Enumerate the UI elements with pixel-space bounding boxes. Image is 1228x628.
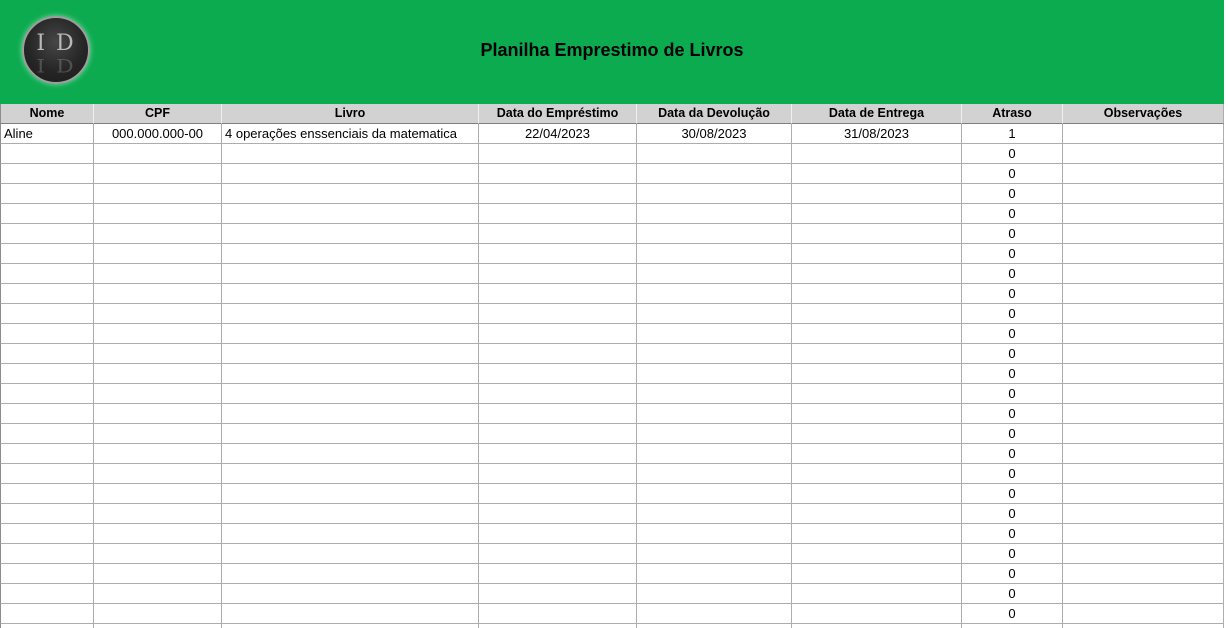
cell-cpf[interactable] bbox=[94, 284, 222, 304]
cell-data_entrega[interactable] bbox=[792, 224, 962, 244]
column-header-data_emprestimo[interactable]: Data do Empréstimo bbox=[479, 104, 637, 124]
cell-cpf[interactable] bbox=[94, 584, 222, 604]
cell-data_entrega[interactable] bbox=[792, 264, 962, 284]
cell-data_entrega[interactable] bbox=[792, 304, 962, 324]
cell-cpf[interactable] bbox=[94, 464, 222, 484]
cell-data_emprestimo[interactable] bbox=[479, 224, 637, 244]
cell-data_emprestimo[interactable] bbox=[479, 544, 637, 564]
cell-atraso[interactable]: 0 bbox=[962, 284, 1063, 304]
cell-atraso[interactable]: 0 bbox=[962, 164, 1063, 184]
cell-livro[interactable] bbox=[222, 564, 479, 584]
cell-data_devolucao[interactable] bbox=[637, 264, 792, 284]
cell-data_entrega[interactable] bbox=[792, 564, 962, 584]
cell-data_entrega[interactable] bbox=[792, 404, 962, 424]
cell-cpf[interactable] bbox=[94, 504, 222, 524]
cell-nome[interactable] bbox=[0, 304, 94, 324]
cell-data_devolucao[interactable] bbox=[637, 144, 792, 164]
cell-cpf[interactable] bbox=[94, 344, 222, 364]
table-row bbox=[0, 504, 1224, 524]
cell-stub bbox=[637, 624, 792, 628]
cell-cpf[interactable] bbox=[94, 384, 222, 404]
cell-atraso[interactable]: 0 bbox=[962, 564, 1063, 584]
cell-atraso[interactable]: 0 bbox=[962, 604, 1063, 624]
cell-observacoes[interactable] bbox=[1063, 304, 1224, 324]
cell-livro[interactable] bbox=[222, 604, 479, 624]
table-row bbox=[0, 264, 1224, 284]
cell-nome[interactable] bbox=[0, 204, 94, 224]
table-row bbox=[0, 124, 1224, 144]
cell-observacoes[interactable] bbox=[1063, 284, 1224, 304]
cell-observacoes[interactable] bbox=[1063, 184, 1224, 204]
column-header-atraso[interactable]: Atraso bbox=[962, 104, 1063, 124]
cell-data_entrega[interactable] bbox=[792, 184, 962, 204]
cell-nome[interactable] bbox=[0, 524, 94, 544]
cell-nome[interactable] bbox=[0, 484, 94, 504]
cell-atraso[interactable]: 0 bbox=[962, 324, 1063, 344]
cell-data_emprestimo[interactable] bbox=[479, 424, 637, 444]
column-header-observacoes[interactable]: Observações bbox=[1063, 104, 1224, 124]
cell-observacoes[interactable] bbox=[1063, 244, 1224, 264]
cell-data_emprestimo[interactable] bbox=[479, 384, 637, 404]
cell-data_devolucao[interactable] bbox=[637, 424, 792, 444]
table-row bbox=[0, 524, 1224, 544]
cell-observacoes[interactable] bbox=[1063, 324, 1224, 344]
cell-data_entrega[interactable] bbox=[792, 324, 962, 344]
cell-stub bbox=[792, 624, 962, 628]
logo-reflection: I D bbox=[36, 53, 76, 76]
cell-nome[interactable] bbox=[0, 364, 94, 384]
cell-livro[interactable] bbox=[222, 184, 479, 204]
cell-atraso[interactable]: 0 bbox=[962, 364, 1063, 384]
cell-data_entrega[interactable] bbox=[792, 204, 962, 224]
cell-observacoes[interactable] bbox=[1063, 384, 1224, 404]
column-header-data_devolucao[interactable]: Data da Devolução bbox=[637, 104, 792, 124]
cell-cpf[interactable] bbox=[94, 184, 222, 204]
cell-nome[interactable] bbox=[0, 244, 94, 264]
logo-text: I D bbox=[36, 31, 76, 56]
cell-atraso[interactable]: 0 bbox=[962, 204, 1063, 224]
cell-nome[interactable] bbox=[0, 404, 94, 424]
table-row bbox=[0, 304, 1224, 324]
cell-data_devolucao[interactable] bbox=[637, 504, 792, 524]
cell-atraso[interactable]: 0 bbox=[962, 544, 1063, 564]
cell-atraso[interactable]: 0 bbox=[962, 444, 1063, 464]
cell-cpf[interactable] bbox=[94, 264, 222, 284]
table-row bbox=[0, 344, 1224, 364]
table-row bbox=[0, 364, 1224, 384]
cell-data_emprestimo[interactable] bbox=[479, 324, 637, 344]
table-row bbox=[0, 324, 1224, 344]
cell-nome[interactable] bbox=[0, 444, 94, 464]
cell-data_devolucao[interactable] bbox=[637, 224, 792, 244]
cell-livro[interactable] bbox=[222, 464, 479, 484]
cell-atraso[interactable]: 0 bbox=[962, 344, 1063, 364]
cell-observacoes[interactable] bbox=[1063, 124, 1224, 144]
cell-livro[interactable] bbox=[222, 484, 479, 504]
cell-nome[interactable] bbox=[0, 504, 94, 524]
cell-nome[interactable] bbox=[0, 144, 94, 164]
cell-data_emprestimo[interactable] bbox=[479, 584, 637, 604]
cell-nome[interactable] bbox=[0, 224, 94, 244]
table-row bbox=[0, 284, 1224, 304]
cell-data_emprestimo[interactable] bbox=[479, 304, 637, 324]
cell-nome[interactable] bbox=[0, 424, 94, 444]
cell-data_entrega[interactable] bbox=[792, 464, 962, 484]
cell-data_entrega[interactable] bbox=[792, 344, 962, 364]
cell-observacoes[interactable] bbox=[1063, 464, 1224, 484]
cell-data_emprestimo[interactable] bbox=[479, 284, 637, 304]
cell-observacoes[interactable] bbox=[1063, 564, 1224, 584]
cell-data_entrega[interactable] bbox=[792, 544, 962, 564]
partial-bottom-row bbox=[0, 624, 1224, 628]
cell-livro[interactable] bbox=[222, 584, 479, 604]
cell-observacoes[interactable] bbox=[1063, 404, 1224, 424]
cell-observacoes[interactable] bbox=[1063, 144, 1224, 164]
cell-data_emprestimo[interactable] bbox=[479, 144, 637, 164]
cell-data_emprestimo[interactable] bbox=[479, 344, 637, 364]
table-header-row bbox=[0, 104, 1224, 124]
cell-data_devolucao[interactable] bbox=[637, 564, 792, 584]
cell-observacoes[interactable] bbox=[1063, 424, 1224, 444]
table-row bbox=[0, 404, 1224, 424]
cell-cpf[interactable] bbox=[94, 304, 222, 324]
cell-data_devolucao[interactable] bbox=[637, 524, 792, 544]
cell-atraso[interactable]: 0 bbox=[962, 184, 1063, 204]
cell-data_devolucao[interactable] bbox=[637, 584, 792, 604]
cell-data_devolucao[interactable] bbox=[637, 404, 792, 424]
cell-data_emprestimo[interactable] bbox=[479, 604, 637, 624]
cell-data_entrega[interactable] bbox=[792, 164, 962, 184]
cell-observacoes[interactable] bbox=[1063, 264, 1224, 284]
cell-stub bbox=[479, 624, 637, 628]
cell-data_devolucao[interactable] bbox=[637, 464, 792, 484]
cell-nome[interactable] bbox=[0, 164, 94, 184]
cell-data_devolucao[interactable] bbox=[637, 284, 792, 304]
cell-data_entrega[interactable] bbox=[792, 384, 962, 404]
cell-stub bbox=[222, 624, 479, 628]
cell-data_emprestimo[interactable] bbox=[479, 364, 637, 384]
cell-data_emprestimo[interactable] bbox=[479, 244, 637, 264]
cell-livro[interactable] bbox=[222, 204, 479, 224]
column-header-data_entrega[interactable]: Data de Entrega bbox=[792, 104, 962, 124]
cell-atraso[interactable]: 0 bbox=[962, 144, 1063, 164]
cell-livro[interactable]: 4 operações enssenciais da matematica bbox=[222, 124, 479, 144]
cell-data_emprestimo[interactable]: 22/04/2023 bbox=[479, 124, 637, 144]
cell-nome[interactable] bbox=[0, 284, 94, 304]
cell-observacoes[interactable] bbox=[1063, 164, 1224, 184]
cell-stub bbox=[0, 624, 94, 628]
cell-atraso[interactable]: 0 bbox=[962, 404, 1063, 424]
cell-data_emprestimo[interactable] bbox=[479, 404, 637, 424]
cell-atraso[interactable]: 0 bbox=[962, 484, 1063, 504]
cell-cpf[interactable] bbox=[94, 224, 222, 244]
table-row bbox=[0, 464, 1224, 484]
cell-observacoes[interactable] bbox=[1063, 504, 1224, 524]
cell-data_entrega[interactable] bbox=[792, 504, 962, 524]
table-row bbox=[0, 424, 1224, 444]
cell-data_devolucao[interactable] bbox=[637, 304, 792, 324]
cell-data_emprestimo[interactable] bbox=[479, 204, 637, 224]
table-row bbox=[0, 244, 1224, 264]
cell-observacoes[interactable] bbox=[1063, 364, 1224, 384]
table-row bbox=[0, 384, 1224, 404]
banner bbox=[0, 0, 1224, 104]
cell-cpf[interactable] bbox=[94, 404, 222, 424]
cell-observacoes[interactable] bbox=[1063, 204, 1224, 224]
cell-data_devolucao[interactable] bbox=[637, 604, 792, 624]
column-header-livro[interactable]: Livro bbox=[222, 104, 479, 124]
cell-livro[interactable] bbox=[222, 324, 479, 344]
cell-observacoes[interactable] bbox=[1063, 344, 1224, 364]
cell-cpf[interactable] bbox=[94, 424, 222, 444]
table-row bbox=[0, 224, 1224, 244]
cell-cpf[interactable] bbox=[94, 484, 222, 504]
cell-data_devolucao[interactable] bbox=[637, 384, 792, 404]
cell-data_devolucao[interactable] bbox=[637, 184, 792, 204]
cell-data_entrega[interactable] bbox=[792, 444, 962, 464]
cell-data_devolucao[interactable] bbox=[637, 444, 792, 464]
cell-atraso[interactable]: 0 bbox=[962, 384, 1063, 404]
table-row bbox=[0, 444, 1224, 464]
cell-livro[interactable] bbox=[222, 424, 479, 444]
cell-livro[interactable] bbox=[222, 444, 479, 464]
cell-observacoes[interactable] bbox=[1063, 484, 1224, 504]
cell-nome[interactable] bbox=[0, 544, 94, 564]
cell-livro[interactable] bbox=[222, 504, 479, 524]
cell-data_entrega[interactable] bbox=[792, 364, 962, 384]
cell-data_emprestimo[interactable] bbox=[479, 504, 637, 524]
cell-atraso[interactable]: 0 bbox=[962, 304, 1063, 324]
cell-data_entrega[interactable] bbox=[792, 484, 962, 504]
cell-data_emprestimo[interactable] bbox=[479, 564, 637, 584]
cell-nome[interactable] bbox=[0, 564, 94, 584]
cell-observacoes[interactable] bbox=[1063, 224, 1224, 244]
cell-livro[interactable] bbox=[222, 544, 479, 564]
cell-nome[interactable] bbox=[0, 604, 94, 624]
cell-livro[interactable] bbox=[222, 524, 479, 544]
cell-livro[interactable] bbox=[222, 344, 479, 364]
cell-nome[interactable] bbox=[0, 184, 94, 204]
cell-observacoes[interactable] bbox=[1063, 544, 1224, 564]
cell-livro[interactable] bbox=[222, 224, 479, 244]
cell-atraso[interactable]: 0 bbox=[962, 264, 1063, 284]
cell-livro[interactable] bbox=[222, 144, 479, 164]
table-row bbox=[0, 604, 1224, 624]
cell-livro[interactable] bbox=[222, 164, 479, 184]
column-header-nome[interactable]: Nome bbox=[0, 104, 94, 124]
cell-data_entrega[interactable] bbox=[792, 584, 962, 604]
table-row bbox=[0, 144, 1224, 164]
cell-livro[interactable] bbox=[222, 364, 479, 384]
table-row bbox=[0, 544, 1224, 564]
table-row bbox=[0, 584, 1224, 604]
cell-nome[interactable] bbox=[0, 384, 94, 404]
cell-cpf[interactable] bbox=[94, 564, 222, 584]
cell-nome[interactable] bbox=[0, 464, 94, 484]
cell-nome[interactable] bbox=[0, 324, 94, 344]
cell-data_emprestimo[interactable] bbox=[479, 164, 637, 184]
cell-nome[interactable] bbox=[0, 344, 94, 364]
cell-data_devolucao[interactable] bbox=[637, 164, 792, 184]
cell-data_emprestimo[interactable] bbox=[479, 184, 637, 204]
table-row bbox=[0, 204, 1224, 224]
cell-atraso[interactable]: 0 bbox=[962, 524, 1063, 544]
cell-data_devolucao[interactable] bbox=[637, 544, 792, 564]
cell-stub bbox=[962, 624, 1063, 628]
page-title: Planilha Emprestimo de Livros bbox=[480, 40, 744, 60]
cell-data_entrega[interactable] bbox=[792, 424, 962, 444]
cell-atraso[interactable]: 0 bbox=[962, 244, 1063, 264]
cell-data_entrega[interactable] bbox=[792, 604, 962, 624]
cell-data_emprestimo[interactable] bbox=[479, 524, 637, 544]
cell-atraso[interactable]: 0 bbox=[962, 584, 1063, 604]
cell-cpf[interactable] bbox=[94, 444, 222, 464]
cell-atraso[interactable]: 1 bbox=[962, 124, 1063, 144]
cell-livro[interactable] bbox=[222, 244, 479, 264]
cell-cpf[interactable] bbox=[94, 164, 222, 184]
cell-nome[interactable] bbox=[0, 584, 94, 604]
cell-data_entrega[interactable] bbox=[792, 144, 962, 164]
cell-data_entrega[interactable] bbox=[792, 244, 962, 264]
cell-cpf[interactable] bbox=[94, 364, 222, 384]
cell-data_emprestimo[interactable] bbox=[479, 444, 637, 464]
cell-data_devolucao[interactable] bbox=[637, 484, 792, 504]
table-row bbox=[0, 164, 1224, 184]
cell-atraso[interactable]: 0 bbox=[962, 504, 1063, 524]
cell-livro[interactable] bbox=[222, 264, 479, 284]
cell-livro[interactable] bbox=[222, 304, 479, 324]
cell-cpf[interactable] bbox=[94, 604, 222, 624]
cell-cpf[interactable] bbox=[94, 324, 222, 344]
cell-cpf[interactable] bbox=[94, 204, 222, 224]
cell-cpf[interactable] bbox=[94, 524, 222, 544]
cell-observacoes[interactable] bbox=[1063, 584, 1224, 604]
cell-data_entrega[interactable]: 31/08/2023 bbox=[792, 124, 962, 144]
cell-observacoes[interactable] bbox=[1063, 444, 1224, 464]
cell-data_emprestimo[interactable] bbox=[479, 484, 637, 504]
cell-data_emprestimo[interactable] bbox=[479, 264, 637, 284]
cell-data_devolucao[interactable] bbox=[637, 204, 792, 224]
cell-cpf[interactable] bbox=[94, 244, 222, 264]
cell-cpf[interactable]: 000.000.000-00 bbox=[94, 124, 222, 144]
cell-cpf[interactable] bbox=[94, 544, 222, 564]
column-header-cpf[interactable]: CPF bbox=[94, 104, 222, 124]
cell-stub bbox=[1063, 624, 1224, 628]
cell-data_devolucao[interactable] bbox=[637, 344, 792, 364]
cell-data_entrega[interactable] bbox=[792, 284, 962, 304]
table-row bbox=[0, 184, 1224, 204]
cell-atraso[interactable]: 0 bbox=[962, 464, 1063, 484]
cell-livro[interactable] bbox=[222, 384, 479, 404]
cell-atraso[interactable]: 0 bbox=[962, 224, 1063, 244]
cell-data_devolucao[interactable] bbox=[637, 244, 792, 264]
cell-atraso[interactable]: 0 bbox=[962, 424, 1063, 444]
cell-data_devolucao[interactable]: 30/08/2023 bbox=[637, 124, 792, 144]
cell-nome[interactable]: Aline bbox=[0, 124, 94, 144]
cell-data_emprestimo[interactable] bbox=[479, 464, 637, 484]
cell-livro[interactable] bbox=[222, 284, 479, 304]
cell-data_devolucao[interactable] bbox=[637, 364, 792, 384]
cell-data_devolucao[interactable] bbox=[637, 324, 792, 344]
cell-nome[interactable] bbox=[0, 264, 94, 284]
cell-stub bbox=[94, 624, 222, 628]
table-row bbox=[0, 564, 1224, 584]
cell-observacoes[interactable] bbox=[1063, 604, 1224, 624]
cell-cpf[interactable] bbox=[94, 144, 222, 164]
table-row bbox=[0, 484, 1224, 504]
cell-livro[interactable] bbox=[222, 404, 479, 424]
cell-data_entrega[interactable] bbox=[792, 524, 962, 544]
loan-table bbox=[0, 104, 1224, 628]
cell-observacoes[interactable] bbox=[1063, 524, 1224, 544]
